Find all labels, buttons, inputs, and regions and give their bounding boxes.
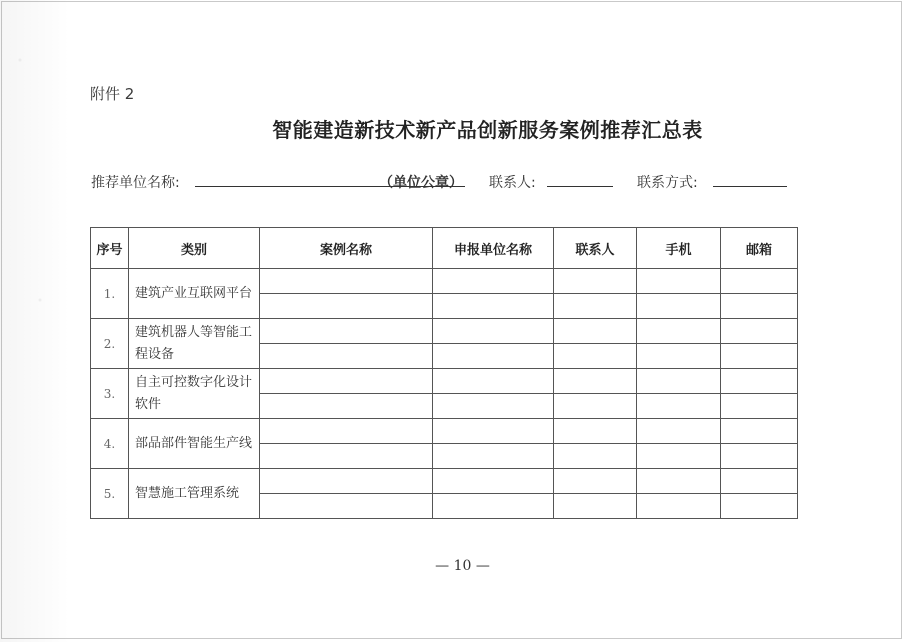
table-row xyxy=(91,369,798,394)
mobile-cell[interactable] xyxy=(637,294,721,319)
row-index: 5. xyxy=(91,469,129,519)
applicant-unit-cell[interactable] xyxy=(433,319,554,344)
header-contact: 联系人 xyxy=(554,228,637,269)
row-index: 3. xyxy=(91,369,129,419)
applicant-unit-cell[interactable] xyxy=(433,494,554,519)
row-index: 2. xyxy=(91,319,129,369)
table-row xyxy=(91,269,798,294)
email-cell[interactable] xyxy=(721,444,798,469)
contact-cell[interactable] xyxy=(554,469,637,494)
contact-method-label: 联系方式: xyxy=(637,175,698,191)
header-email: 邮箱 xyxy=(721,228,798,269)
header-index: 序号 xyxy=(91,228,129,269)
table-row xyxy=(91,469,798,494)
contact-cell[interactable] xyxy=(554,319,637,344)
case-name-cell[interactable] xyxy=(260,444,433,469)
case-name-cell[interactable] xyxy=(260,344,433,369)
row-category: 建筑机器人等智能工程设备 xyxy=(129,319,260,369)
applicant-unit-cell[interactable] xyxy=(433,419,554,444)
case-name-cell[interactable] xyxy=(260,419,433,444)
contact-person-field[interactable] xyxy=(547,172,613,187)
contact-person-label: 联系人: xyxy=(489,175,536,191)
mobile-cell[interactable] xyxy=(637,394,721,419)
email-cell[interactable] xyxy=(721,344,798,369)
contact-cell[interactable] xyxy=(554,394,637,419)
mobile-cell[interactable] xyxy=(637,444,721,469)
header-case-name: 案例名称 xyxy=(260,228,433,269)
email-cell[interactable] xyxy=(721,419,798,444)
mobile-cell[interactable] xyxy=(637,419,721,444)
table-header-row xyxy=(91,228,798,269)
contact-cell[interactable] xyxy=(554,369,637,394)
applicant-unit-cell[interactable] xyxy=(433,369,554,394)
header-category: 类别 xyxy=(129,228,260,269)
row-category: 自主可控数字化设计软件 xyxy=(129,369,260,419)
mobile-cell[interactable] xyxy=(637,494,721,519)
email-cell[interactable] xyxy=(721,494,798,519)
case-name-cell[interactable] xyxy=(260,369,433,394)
contact-cell[interactable] xyxy=(554,444,637,469)
email-cell[interactable] xyxy=(721,269,798,294)
applicant-unit-cell[interactable] xyxy=(433,344,554,369)
summary-table xyxy=(90,227,798,519)
applicant-unit-cell[interactable] xyxy=(433,469,554,494)
attachment-label: 附件 2 xyxy=(90,85,135,103)
case-name-cell[interactable] xyxy=(260,394,433,419)
applicant-unit-cell[interactable] xyxy=(433,394,554,419)
case-name-cell[interactable] xyxy=(260,319,433,344)
header-applicant-unit: 申报单位名称 xyxy=(433,228,554,269)
case-name-cell[interactable] xyxy=(260,269,433,294)
row-category: 部品部件智能生产线 xyxy=(129,419,260,469)
table-row xyxy=(91,319,798,344)
applicant-unit-cell[interactable] xyxy=(433,444,554,469)
case-name-cell[interactable] xyxy=(260,469,433,494)
page-number: — 10 — xyxy=(435,558,490,574)
case-name-cell[interactable] xyxy=(260,294,433,319)
case-name-cell[interactable] xyxy=(260,494,433,519)
unit-name-label: 推荐单位名称: xyxy=(91,175,180,191)
header-mobile: 手机 xyxy=(637,228,721,269)
applicant-unit-cell[interactable] xyxy=(433,269,554,294)
mobile-cell[interactable] xyxy=(637,369,721,394)
mobile-cell[interactable] xyxy=(637,269,721,294)
mobile-cell[interactable] xyxy=(637,319,721,344)
contact-cell[interactable] xyxy=(554,344,637,369)
row-index: 4. xyxy=(91,419,129,469)
email-cell[interactable] xyxy=(721,394,798,419)
table-row xyxy=(91,419,798,444)
mobile-cell[interactable] xyxy=(637,344,721,369)
email-cell[interactable] xyxy=(721,469,798,494)
applicant-unit-cell[interactable] xyxy=(433,294,554,319)
contact-cell[interactable] xyxy=(554,269,637,294)
contact-cell[interactable] xyxy=(554,419,637,444)
seal-label: （单位公章） xyxy=(379,175,463,191)
document-title: 智能建造新技术新产品创新服务案例推荐汇总表 xyxy=(272,118,703,142)
row-category: 智慧施工管理系统 xyxy=(129,469,260,519)
contact-cell[interactable] xyxy=(554,494,637,519)
row-category: 建筑产业互联网平台 xyxy=(129,269,260,319)
email-cell[interactable] xyxy=(721,369,798,394)
email-cell[interactable] xyxy=(721,294,798,319)
email-cell[interactable] xyxy=(721,319,798,344)
mobile-cell[interactable] xyxy=(637,469,721,494)
contact-method-field[interactable] xyxy=(713,172,787,187)
row-index: 1. xyxy=(91,269,129,319)
contact-cell[interactable] xyxy=(554,294,637,319)
